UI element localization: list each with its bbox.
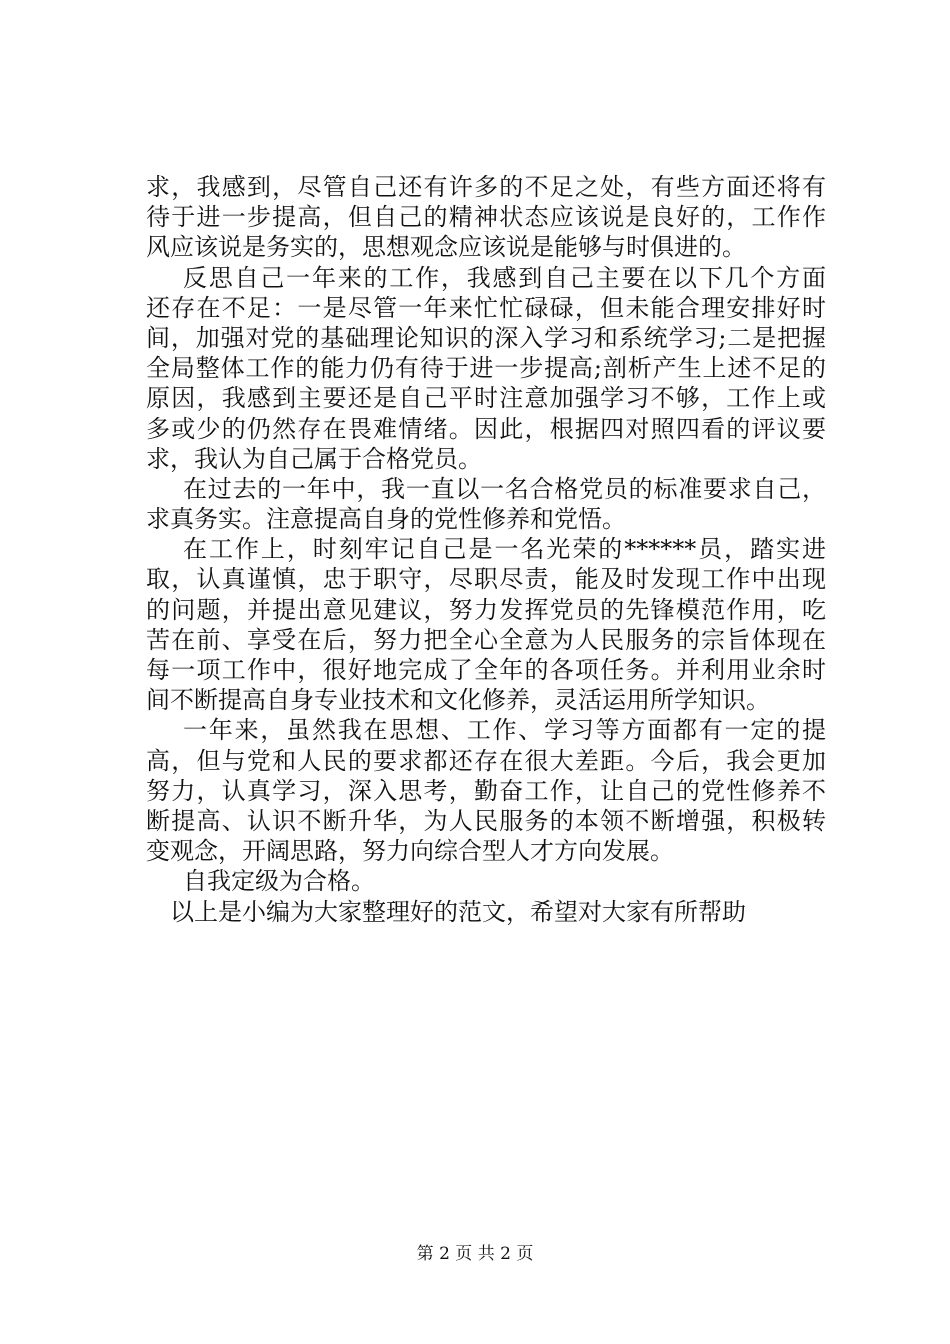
text-line: 间，加强对党的基础理论知识的深入学习和系统学习;二是把握 xyxy=(146,323,826,352)
text-line: 全局整体工作的能力仍有待于进一步提高;剖析产生上述不足的 xyxy=(146,354,826,383)
text-line: 自我定级为合格。 xyxy=(183,867,375,896)
text-line: 在工作上，时刻牢记自己是一名光荣的******员，踏实进 xyxy=(183,535,826,564)
text-line: 原因，我感到主要还是自己平时注意加强学习不够，工作上或 xyxy=(146,384,826,413)
text-line: 多或少的仍然存在畏难情绪。因此，根据四对照四看的评议要 xyxy=(146,414,826,443)
text-line: 反思自己一年来的工作，我感到自己主要在以下几个方面 xyxy=(183,263,826,292)
text-line: 风应该说是务实的，思想观念应该说是能够与时俱进的。 xyxy=(146,233,746,262)
text-line: 高，但与党和人民的要求都还存在很大差距。今后，我会更加 xyxy=(146,746,826,775)
document-body xyxy=(146,172,826,927)
text-line: 以上是小编为大家整理好的范文，希望对大家有所帮助 xyxy=(170,897,746,926)
text-line: 苦在前、享受在后，努力把全心全意为人民服务的宗旨体现在 xyxy=(146,625,826,654)
text-line: 求真务实。注意提高自身的党性修养和党悟。 xyxy=(146,505,626,534)
text-line: 变观念，开阔思路，努力向综合型人才方向发展。 xyxy=(146,837,674,866)
text-line: 待于进一步提高，但自己的精神状态应该说是良好的，工作作 xyxy=(146,203,826,232)
text-line: 努力，认真学习，深入思考，勤奋工作，让自己的党性修养不 xyxy=(146,776,826,805)
text-line: 断提高、认识不断升华，为人民服务的本领不断增强，积极转 xyxy=(146,806,826,835)
text-line: 每一项工作中，很好地完成了全年的各项任务。并利用业余时 xyxy=(146,656,826,684)
text-line: 取，认真谨慎，忠于职守，尽职尽责，能及时发现工作中出现 xyxy=(146,565,826,594)
text-line: 的问题，并提出意见建议，努力发挥党员的先锋模范作用，吃 xyxy=(146,595,826,624)
text-line: 求，我认为自己属于合格党员。 xyxy=(146,444,482,473)
text-line: 一年来，虽然我在思想、工作、学习等方面都有一定的提 xyxy=(183,716,826,745)
text-line: 间不断提高自身专业技术和文化修养，灵活运用所学知识。 xyxy=(146,686,770,715)
text-line: 在过去的一年中，我一直以一名合格党员的标准要求自己， xyxy=(183,474,826,503)
page-footer: 第 2 页 共 2 页 xyxy=(416,1244,534,1264)
text-line: 求，我感到，尽管自己还有许多的不足之处，有些方面还将有 xyxy=(146,173,826,201)
text-line: 还存在不足：一是尽管一年来忙忙碌碌，但未能合理安排好时 xyxy=(146,293,826,322)
